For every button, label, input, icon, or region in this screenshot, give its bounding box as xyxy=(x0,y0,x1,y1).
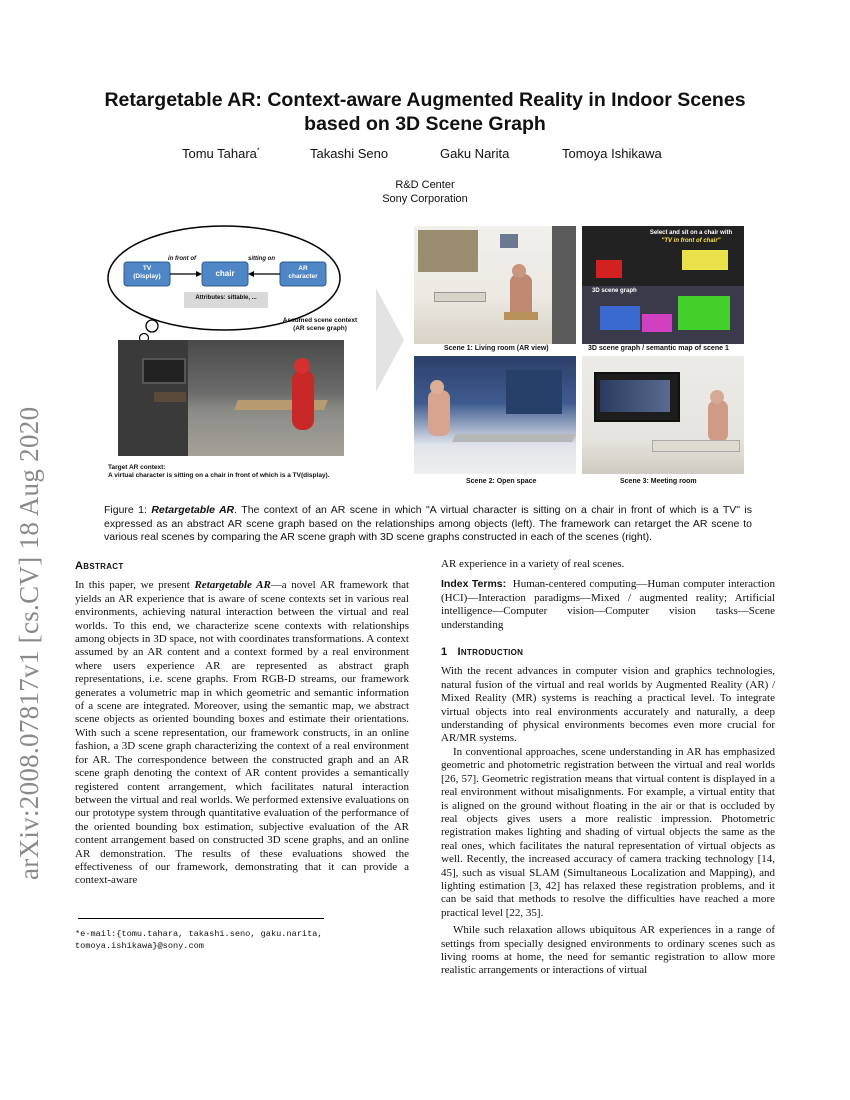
render-image-virtual-room xyxy=(118,340,344,456)
abstract-heading: Abstract xyxy=(75,560,124,572)
scene-1-photo xyxy=(414,226,576,344)
arxiv-side-label: arXiv:2008.07817v1 [cs.CV] 18 Aug 2020 xyxy=(14,406,44,880)
intro-paragraph-1: With the recent advances in computer vision and graphics technologies, natural fusion of the virtual and real worlds by Augmented Reality (AR) / Mixed Reality (MR) systems is reaching a practical level. To integrate virtual objects into real environments accurately and naturally, a deep understanding of physical environments becomes even more crucial for AR/MR systems. xyxy=(441,665,775,745)
right-column xyxy=(441,558,775,978)
scene-2-photo xyxy=(414,356,576,474)
attributes-label: Attributes: sittable, ... xyxy=(195,295,257,301)
scene-graph-photo xyxy=(582,226,744,344)
author-2: Takashi Seno xyxy=(310,146,389,161)
title-line-2: based on 3D Scene Graph xyxy=(304,113,546,135)
author-3: Gaku Narita xyxy=(440,146,510,161)
chevron-arrow xyxy=(376,288,404,392)
footnote-rule xyxy=(78,918,324,919)
author-4: Tomoya Ishikawa xyxy=(562,146,662,161)
index-terms: Index Terms: Human-centered computing—Human computer interaction (HCI)—Interaction paradigms—Mixed / augmented reality; Artificial intelligence—Computer vision—Computer vision tasks—Scene understanding xyxy=(441,578,775,631)
intro-heading: 1 Introduction xyxy=(441,646,524,659)
figure-1 xyxy=(104,218,752,490)
intro-paragraph-2: In conventional approaches, scene understanding in AR has emphasized geometric and photometric registration between the virtual and real worlds [26, 57]. Geometric registration means that virtual content is displayed in a real environment without misalignments. For example, a virtual entity that is aligned on the ground without floating in the air or that is occluded by real objects gives users a more realistic impression. Photometric registration makes lighting and shading of virtual objects the same as the real ones, which facilitates the natural representation of virtual objects as well. Recently, the increased accuracy of camera tracking technology [14, 45], such as visual SLAM (Simultaneous Localization and Mapping), and lighting estimation [3, 42] has relaxed these registration problems, and it can be said that methods to resolve the difficulties have reached a more practical level [22, 35]. xyxy=(441,745,775,919)
paper-title xyxy=(0,88,850,136)
scene-graph-caption: 3D scene graph / semantic map of scene 1 xyxy=(588,345,729,352)
node-tv-label: TV (Display) xyxy=(133,265,161,280)
edge-label-sitting-on: sitting on xyxy=(248,256,275,262)
scene-3-photo xyxy=(582,356,744,474)
caption-title: Retargetable AR xyxy=(151,504,235,516)
affiliation xyxy=(0,178,850,206)
edge-label-in-front-of: in front of xyxy=(168,256,196,262)
scene-1-label: Scene 1: Living room (AR view) xyxy=(444,345,549,352)
author-1: Tomu Tahara* xyxy=(182,146,260,161)
abstract-continuation: AR experience in a variety of real scenes. xyxy=(441,558,625,570)
affiliation-line-1: R&D Center xyxy=(395,179,455,191)
abstract-paragraph: In this paper, we present Retargetable AR—a novel AR framework that yields an AR experience that is aware of scene contexts set in various real environments, achieving natural interaction between the virtual and real worlds. To this end, we characterize scene contexts with relationships among objects in 3D space, not with coordinates transformations. A context assumed by an AR content and a context formed by a real environment where users experience AR are represented as abstract graph representations, i.e. scene graphs. From RGB-D streams, our framework generates a volumetric map in which geometric and semantic information of a scene are integrated. Moreover, using the semantic map, we abstract scene objects as oriented bounding boxes and estimate their orientations. With such a scene representation, our framework constructs, in an online fashion, a 3D scene graph characterizing the context of a real environment for AR. The correspondence between the constructed graph and an AR scene graph denoting the context of AR content provides a semantically registered content arrangement, which facilitates natural interaction between the virtual and real worlds. We performed extensive evaluations on our prototype system through quantitative evaluation of the performance of the oriented bounding box estimation, subjective evaluation of the AR content arrangement based on constructed 3D scene graphs, and an online AR demonstration. The results of these evaluations showed the effectiveness of our framework, demonstrating that it can provide a context-aware xyxy=(75,579,410,887)
scene-graph-label: 3D scene graph xyxy=(592,288,637,294)
node-chair-label: chair xyxy=(215,269,235,278)
caption-text: . The context of an AR scene in which "A virtual character is sitting on a chair in front of which is a TV" is expressed as an abstract AR scene graph based on the relationships among objects (left). The framework can retarget the AR scene to various real scenes by comparing the AR scene graph with 3D scene graphs constructed in each of the scenes (right). xyxy=(104,504,752,543)
scene-2-label: Scene 2: Open space xyxy=(466,478,537,485)
affiliation-line-2: Sony Corporation xyxy=(382,193,468,205)
assumed-context-label: Assumed scene context (AR scene graph) xyxy=(282,317,358,332)
figure-caption xyxy=(104,504,752,545)
bubble-dot-1 xyxy=(146,320,158,332)
title-line-1: Retargetable AR: Context-aware Augmented Reality in Indoor Scenes xyxy=(104,89,746,111)
scene-3-label: Scene 3: Meeting room xyxy=(620,478,697,485)
target-context: Target AR context: A virtual character is sitting on a chair in front of which is a TV(display). xyxy=(108,464,330,479)
footnote-line-2: tomoya.ishikawa}@sony.com xyxy=(75,941,204,951)
node-ar-label: AR character xyxy=(288,265,318,280)
caption-label: Figure 1: xyxy=(104,504,152,516)
intro-paragraph-3: While such relaxation allows ubiquitous AR experiences in a range of settings from specially designed environments to ordinary scenes such as living rooms at home, the need for semantic registration to allow more realistic arrangements or interactions of virtual xyxy=(441,924,775,977)
footnote-line-1: *e-mail:{tomu.tahara, takashi.seno, gaku.narita, xyxy=(75,929,323,939)
select-text: Select and sit on a chair with "TV in front of chair" xyxy=(649,230,733,244)
footnote xyxy=(75,928,415,952)
abstract-section xyxy=(75,560,409,888)
